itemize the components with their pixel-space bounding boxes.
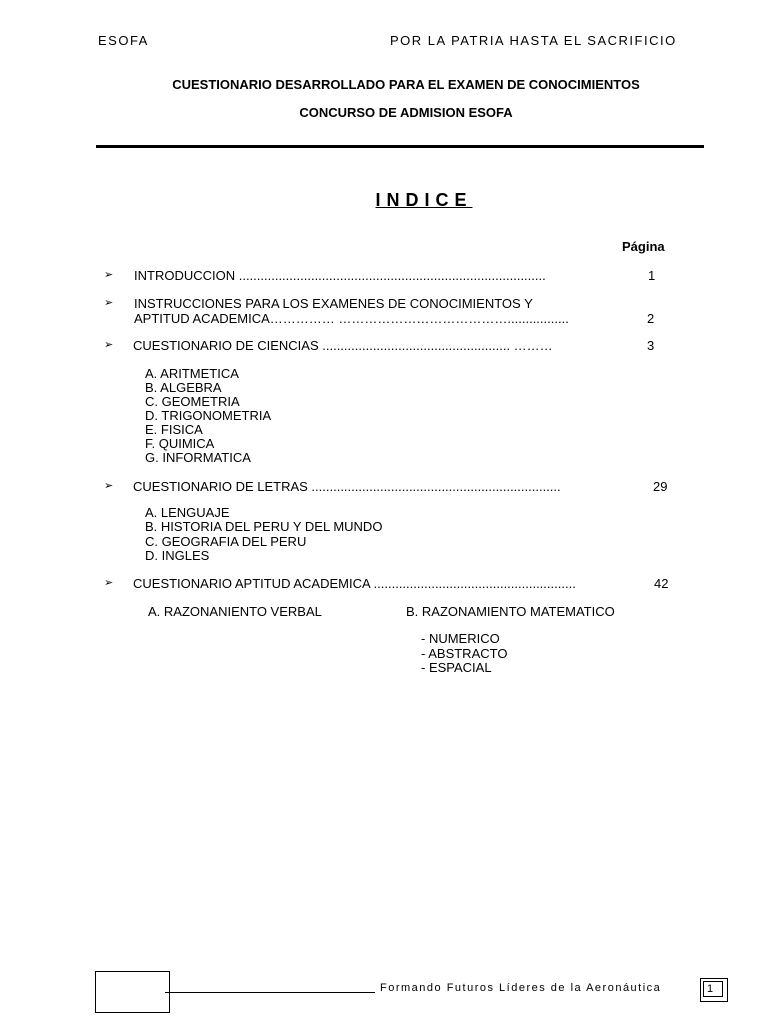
aptitud-verbal: A. RAZONANIENTO VERBAL <box>148 604 322 619</box>
footer-logo-box <box>95 971 170 1013</box>
header-left: ESOFA <box>98 33 149 48</box>
list-item: D. TRIGONOMETRIA <box>145 408 272 423</box>
list-item: E. FISICA <box>145 422 203 437</box>
toc-page-number: 42 <box>654 576 669 591</box>
toc-page-number: 1 <box>648 268 656 283</box>
toc-entry-letras: CUESTIONARIO DE LETRAS ..................................................................... <box>133 479 561 494</box>
list-item: G. INFORMATICA <box>145 450 251 465</box>
bullet-icon: ➢ <box>104 339 114 351</box>
list-item: F. QUIMICA <box>145 436 215 451</box>
bullet-icon: ➢ <box>104 269 114 281</box>
aptitud-matematico: B. RAZONAMIENTO MATEMATICO <box>406 604 615 619</box>
bullet-icon: ➢ <box>104 577 114 589</box>
header-right: POR LA PATRIA HASTA EL SACRIFICIO <box>390 33 677 48</box>
footer-divider <box>165 992 375 993</box>
bullet-icon: ➢ <box>104 297 114 309</box>
toc-entry-ciencias: CUESTIONARIO DE CIENCIAS .................................................... ……… <box>133 338 553 353</box>
toc-page-number: 2 <box>647 311 655 326</box>
toc-page-number: 3 <box>647 338 655 353</box>
list-item: - NUMERICO <box>421 631 500 646</box>
page-column-label: Página <box>622 239 665 254</box>
footer-motto: Formando Futuros Líderes de la Aeronáutica <box>380 982 662 994</box>
bullet-icon: ➢ <box>104 480 114 492</box>
list-item: - ESPACIAL <box>421 660 492 675</box>
list-item: A. LENGUAJE <box>145 505 230 520</box>
list-item: B. ALGEBRA <box>145 380 222 395</box>
list-item: C. GEOGRAFIA DEL PERU <box>145 534 307 549</box>
toc-entry-introduccion: INTRODUCCION ..................................................................................... <box>134 268 546 283</box>
toc-entry-instrucciones: INSTRUCCIONES PARA LOS EXAMENES DE CONOCIMIENTOS Y <box>134 296 533 311</box>
toc-page-number: 29 <box>653 479 668 494</box>
document-subtitle: CONCURSO DE ADMISION ESOFA <box>299 105 513 120</box>
list-item: D. INGLES <box>145 548 210 563</box>
list-item: B. HISTORIA DEL PERU Y DEL MUNDO <box>145 519 383 534</box>
list-item: C. GEOMETRIA <box>145 394 240 409</box>
page-number: 1 <box>703 981 723 997</box>
index-heading: INDICE <box>375 190 473 210</box>
title-divider <box>96 145 704 148</box>
document-title: CUESTIONARIO DESARROLLADO PARA EL EXAMEN DE CONOCIMIENTOS <box>172 77 640 92</box>
toc-entry-aptitud: CUESTIONARIO APTITUD ACADEMICA ........................................................ <box>133 576 576 591</box>
list-item: A. ARITMETICA <box>145 366 239 381</box>
toc-entry-instrucciones-cont: APTITUD ACADEMICA…………… …………………………………................. <box>134 311 569 326</box>
list-item: - ABSTRACTO <box>421 646 508 661</box>
